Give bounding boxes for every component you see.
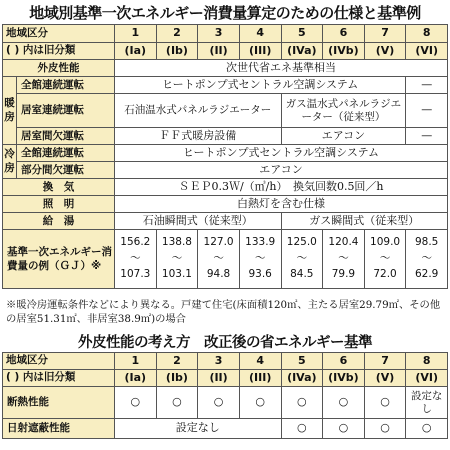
circle-mark: ○ — [323, 387, 365, 419]
circle-mark: ○ — [364, 387, 406, 419]
energy-cell — [239, 230, 281, 289]
tilde: 〜 — [338, 252, 349, 265]
region-num: 2 — [156, 25, 198, 43]
heating-full-r8: — — [406, 77, 448, 94]
region-num: 7 — [364, 25, 406, 43]
hot-water-oil: 石油瞬間式（従来型） — [115, 213, 282, 230]
energy-label: 基準一次エネルギー消費量の例（ＧＪ）※ — [3, 230, 115, 289]
footnote: ※暖冷房運転条件などにより異なる。戸建て住宅(床面積120㎡、主たる居室29.79㎡、その他の居室51.31㎡、非居室38.9㎡)の場合 — [6, 299, 441, 326]
energy-cell — [406, 230, 448, 289]
region-num: 6 — [323, 353, 365, 370]
energy-upper: 133.9 — [245, 236, 276, 249]
region-old: (III) — [239, 370, 281, 387]
ventilation-label: 換 気 — [3, 179, 115, 196]
envelope-label: 外皮性能 — [3, 60, 115, 77]
section-title: 外皮性能の考え方 改正後の省エネルギー基準 — [78, 335, 372, 351]
heating-room-gas: ガス温水式パネルラジエーター（従来型） — [281, 94, 406, 128]
circle-mark: ○ — [406, 419, 448, 439]
energy-upper: 120.4 — [328, 236, 359, 249]
tilde: 〜 — [379, 252, 391, 265]
energy-upper: 138.8 — [161, 236, 192, 249]
region-old: (IVa) — [281, 370, 323, 387]
heating-int-r8: — — [406, 128, 448, 145]
standards-table — [2, 24, 448, 289]
region-old: (V) — [364, 43, 406, 60]
table-row — [3, 196, 448, 213]
ventilation-value: ＳＥＰ0.3Ｗ/（㎥/h） 換気回数0.5回／h — [115, 179, 448, 196]
table-row — [3, 43, 448, 60]
energy-lower: 72.0 — [373, 267, 397, 280]
energy-lower: 62.9 — [414, 267, 439, 280]
energy-upper: 127.0 — [203, 236, 234, 249]
heating-full-label: 全館連続運転 — [17, 77, 115, 94]
region-num: 2 — [156, 353, 198, 370]
region-num: 4 — [239, 25, 281, 43]
envelope-table — [2, 352, 448, 439]
table-row — [3, 230, 448, 289]
energy-upper: 109.0 — [370, 236, 401, 249]
insulation-label: 断熱性能 — [3, 387, 115, 419]
region-old: (IVa) — [281, 43, 323, 60]
circle-mark: ○ — [239, 387, 281, 419]
heating-group-label: 暖房 — [3, 77, 17, 145]
lighting-label: 照 明 — [3, 196, 115, 213]
page-title: 地域別基準一次エネルギー消費量算定のための仕様と基準例 — [29, 4, 421, 22]
tilde: 〜 — [213, 252, 224, 265]
energy-lower: 79.9 — [331, 267, 356, 280]
table-row — [3, 60, 448, 77]
region-num: 4 — [239, 353, 281, 370]
area-label: 地域区分 — [3, 25, 115, 43]
circle-mark: ○ — [198, 387, 240, 419]
region-old: (Ib) — [156, 43, 198, 60]
energy-lower: 103.1 — [161, 267, 192, 280]
region-num: 8 — [406, 25, 448, 43]
table-row — [3, 128, 448, 145]
energy-upper: 156.2 — [120, 236, 151, 249]
solar-none: 設定なし — [115, 419, 282, 439]
energy-cell — [323, 230, 365, 289]
region-old: (IVb) — [323, 370, 365, 387]
region-num: 3 — [198, 353, 240, 370]
old-class-label: ( ) 内は旧分類 — [3, 370, 115, 387]
energy-upper: 125.0 — [286, 236, 317, 249]
area-label: 地域区分 — [3, 353, 115, 370]
region-num: 5 — [281, 353, 323, 370]
table-row — [3, 387, 448, 419]
region-old: (II) — [198, 43, 240, 60]
lighting-value: 白熱灯を含む仕様 — [115, 196, 448, 213]
heating-int-ff: ＦＦ式暖房設備 — [115, 128, 282, 145]
energy-upper: 98.5 — [414, 236, 439, 249]
table-row — [3, 213, 448, 230]
region-old: (II) — [198, 370, 240, 387]
tilde: 〜 — [130, 252, 141, 265]
energy-cell — [364, 230, 406, 289]
table-row — [3, 179, 448, 196]
insulation-none: 設定なし — [406, 387, 448, 419]
hot-water-label: 給 湯 — [3, 213, 115, 230]
energy-cell — [156, 230, 198, 289]
tilde: 〜 — [296, 252, 308, 265]
table-row — [3, 419, 448, 439]
region-old: (III) — [239, 43, 281, 60]
energy-lower: 94.8 — [206, 267, 231, 280]
circle-mark: ○ — [115, 387, 157, 419]
heating-int-ac: エアコン — [281, 128, 406, 145]
region-old: (VI) — [406, 370, 448, 387]
heating-room-oil: 石油温水式パネルラジエーター — [115, 94, 282, 128]
hot-water-gas: ガス瞬間式（従来型） — [281, 213, 448, 230]
solar-label: 日射遮蔽性能 — [3, 419, 115, 439]
cooling-group-label: 冷房 — [3, 145, 17, 179]
energy-cell — [281, 230, 323, 289]
region-num: 1 — [115, 353, 157, 370]
region-num: 7 — [364, 353, 406, 370]
energy-lower: 84.5 — [290, 267, 314, 280]
region-num: 3 — [198, 25, 240, 43]
region-num: 5 — [281, 25, 323, 43]
table-row — [3, 25, 448, 43]
envelope-value: 次世代省エネ基準相当 — [115, 60, 448, 77]
cooling-part-label: 部分間欠運転 — [17, 162, 115, 179]
region-num: 6 — [323, 25, 365, 43]
heating-room-r8: — — [406, 94, 448, 128]
circle-mark: ○ — [323, 419, 365, 439]
heating-int-label: 居室間欠運転 — [17, 128, 115, 145]
table-row — [3, 94, 448, 111]
heating-room-label: 居室連続運転 — [17, 94, 115, 128]
energy-cell — [115, 230, 157, 289]
region-old: (VI) — [406, 43, 448, 60]
region-num: 1 — [115, 25, 157, 43]
region-num: 8 — [406, 353, 448, 370]
cooling-full-label: 全館連続運転 — [17, 145, 115, 162]
region-old: (IVb) — [323, 43, 365, 60]
table-row — [3, 353, 448, 370]
energy-cell — [198, 230, 240, 289]
circle-mark: ○ — [364, 419, 406, 439]
table-row — [3, 162, 448, 179]
tilde: 〜 — [171, 252, 183, 265]
circle-mark: ○ — [281, 387, 323, 419]
tilde: 〜 — [421, 252, 432, 265]
circle-mark: ○ — [281, 419, 323, 439]
table-row — [3, 370, 448, 387]
table-row — [3, 145, 448, 162]
circle-mark: ○ — [156, 387, 198, 419]
old-class-label: ( ) 内は旧分類 — [3, 43, 115, 60]
table-row — [3, 77, 448, 94]
energy-lower: 107.3 — [120, 267, 151, 280]
energy-lower: 93.6 — [248, 267, 272, 280]
region-old: (Ib) — [156, 370, 198, 387]
heating-full-value: ヒートポンプ式セントラル空調システム — [115, 77, 406, 94]
region-old: (V) — [364, 370, 406, 387]
cooling-part-value: エアコン — [115, 162, 448, 179]
tilde: 〜 — [254, 252, 266, 265]
region-old: (Ia) — [115, 43, 157, 60]
region-old: (Ia) — [115, 370, 157, 387]
cooling-full-value: ヒートポンプ式セントラル空調システム — [115, 145, 448, 162]
